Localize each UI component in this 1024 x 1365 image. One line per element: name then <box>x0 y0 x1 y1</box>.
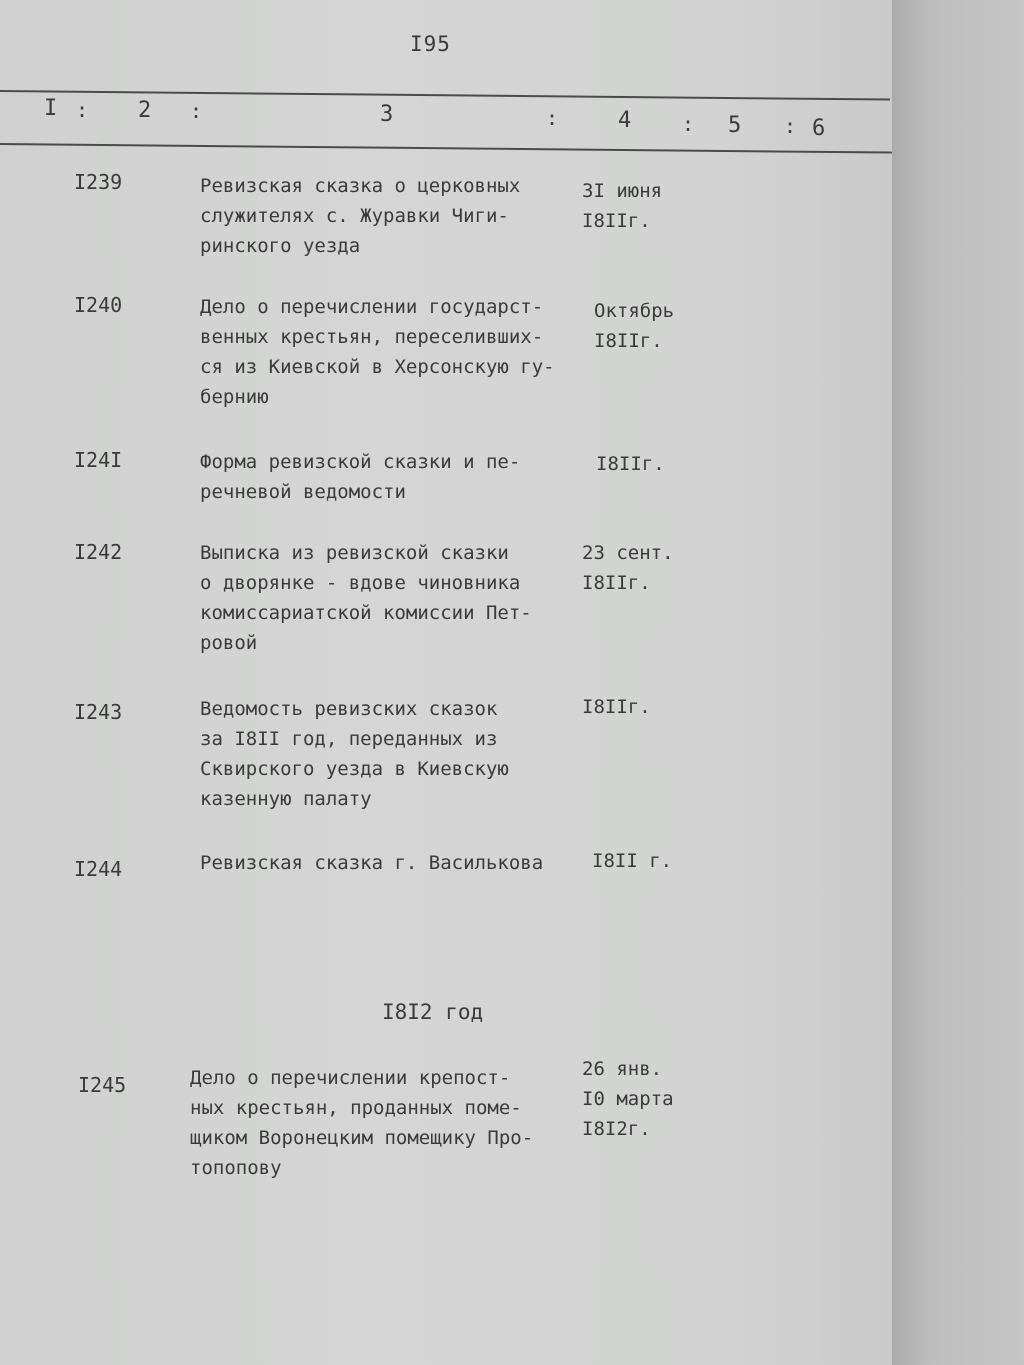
entry-date: 3I июня I8IIг. <box>582 180 663 232</box>
entry-date: I8IIг. <box>582 696 651 718</box>
column-header-3: 3 <box>380 102 394 127</box>
entry-number: I24I <box>74 448 123 472</box>
entry-number: I242 <box>74 540 123 564</box>
entry-number: I239 <box>74 170 123 194</box>
entry-date: I8II г. <box>592 850 673 872</box>
entry-description: Форма ревизской сказки и пе- речневой ведомости <box>200 451 521 503</box>
column-header-1: I <box>44 96 58 121</box>
column-separator: : <box>682 112 695 136</box>
header-rule-top <box>0 90 890 101</box>
entry-date: 26 янв. I0 марта I8I2г. <box>582 1058 674 1140</box>
entry-date: I8IIг. <box>596 453 665 475</box>
column-header-4: 4 <box>618 108 632 133</box>
section-heading: I8I2 год <box>382 1000 484 1024</box>
entry-description: Дело о перечислении государст- венных крестьян, переселивших- ся из Киевской в Херсонскую гу- бернию <box>200 296 555 408</box>
entry-description: Ревизская сказка о церковных служителях с. Журавки Чиги- ринского уезда <box>200 175 521 257</box>
entry-description: Ведомость ревизских сказок за I8II год, переданных из Сквирского уезда в Киевскую казенную палату <box>200 698 509 810</box>
entry-description: Дело о перечислении крепост- ных крестьян, проданных поме- щиком Воронецким помещику Про- топопову <box>190 1067 534 1179</box>
page-number: I95 <box>410 32 451 56</box>
entry-date: Октябрь I8IIг. <box>594 300 675 352</box>
background-edge <box>892 0 1024 1365</box>
column-header-5: 5 <box>728 113 742 138</box>
column-header-6: 6 <box>812 116 826 141</box>
entry-date: 23 сент. I8IIг. <box>582 542 674 594</box>
column-separator: : <box>190 99 203 123</box>
column-header-2: 2 <box>138 98 152 123</box>
entry-description: Выписка из ревизской сказки о дворянке - вдове чиновника комиссариатской комиссии Пет- ровой <box>200 542 532 654</box>
column-separator: : <box>76 98 89 122</box>
entry-number: I243 <box>74 700 123 724</box>
entry-number: I245 <box>78 1073 127 1097</box>
entry-number: I244 <box>74 857 123 881</box>
header-rule-bottom <box>0 143 892 154</box>
column-separator: : <box>784 114 797 138</box>
entry-description: Ревизская сказка г. Василькова <box>200 852 544 874</box>
entry-number: I240 <box>74 293 123 317</box>
column-separator: : <box>546 106 559 130</box>
